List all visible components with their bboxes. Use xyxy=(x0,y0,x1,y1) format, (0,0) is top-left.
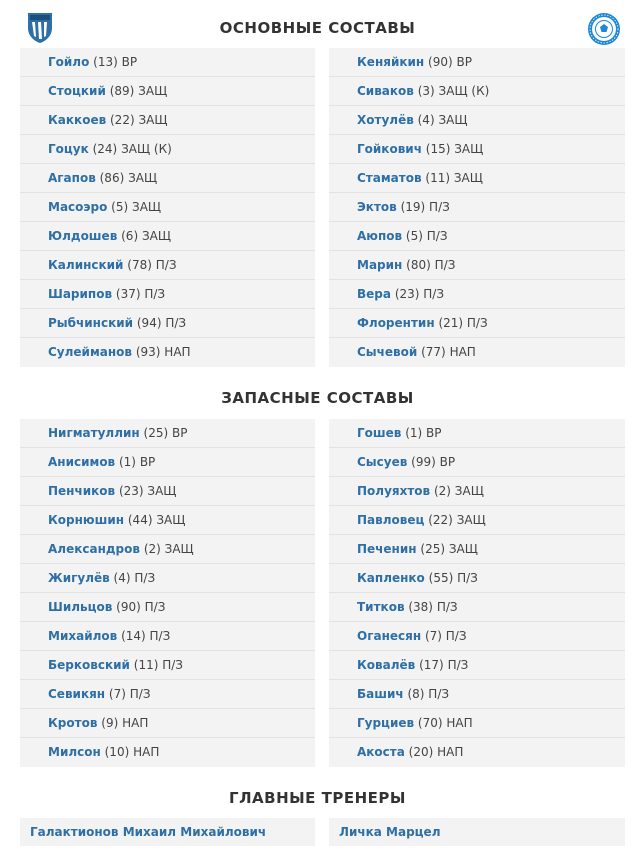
list-item: Сысуев (99) ВР xyxy=(329,448,625,477)
list-item: Акоста (20) НАП xyxy=(357,745,464,759)
player-name[interactable]: Титков xyxy=(357,600,405,614)
player-name[interactable]: Акоста xyxy=(357,745,405,759)
player-name[interactable]: Рыбчинский xyxy=(48,316,134,330)
player-name[interactable]: Печенин xyxy=(357,542,417,556)
list-item: Гурциев (70) НАП xyxy=(329,709,625,738)
player-name[interactable]: Агапов xyxy=(48,171,96,185)
list-item: Оганесян (7) П/З xyxy=(329,622,625,651)
list-item: Севикян (7) П/З xyxy=(20,680,315,709)
list-item: Флорентин (21) П/З xyxy=(329,309,625,338)
list-item: Вера (23) П/З xyxy=(329,280,625,309)
list-item: Стаматов (11) ЗАЩ xyxy=(329,164,625,193)
player-name[interactable]: Гоцук xyxy=(48,142,89,156)
list-item: Анисимов (1) ВР xyxy=(20,448,315,477)
list-item: Александров (2) ЗАЩ xyxy=(20,535,315,564)
away-coach-name[interactable]: Личка Марцел xyxy=(339,825,441,839)
player-name[interactable]: Капленко xyxy=(357,571,425,585)
home-coach-name[interactable]: Галактионов Михаил Михайлович xyxy=(30,825,267,839)
list-item: Гойкович (15) ЗАЩ xyxy=(329,135,625,164)
player-name[interactable]: Корнюшин xyxy=(48,513,125,527)
list-item: Марин (80) П/З xyxy=(329,251,625,280)
list-item: Титков (38) П/З xyxy=(329,593,625,622)
player-name[interactable]: Юлдошев xyxy=(48,229,118,243)
starting-lineups-title: ОСНОВНЫЕ СОСТАВЫ xyxy=(219,19,416,37)
player-name[interactable]: Шильцов xyxy=(48,600,113,614)
list-item: Гойло (13) ВР xyxy=(20,48,315,77)
list-item: Масоэро (5) ЗАЩ xyxy=(20,193,315,222)
list-item: Михайлов (14) П/З xyxy=(20,622,315,651)
player-name[interactable]: Полуяхтов xyxy=(357,484,431,498)
list-item: Агапов (86) ЗАЩ xyxy=(20,164,315,193)
list-item: Стоцкий (89) ЗАЩ xyxy=(20,77,315,106)
player-name[interactable]: Анисимов xyxy=(48,455,116,469)
list-item: Шильцов (90) П/З xyxy=(20,593,315,622)
list-item: Павловец (22) ЗАЩ xyxy=(329,506,625,535)
list-item: Ковалёв (17) П/З xyxy=(329,651,625,680)
list-item: Кротов (9) НАП xyxy=(20,709,315,738)
player-name[interactable]: Милсон xyxy=(48,745,101,759)
player-name[interactable]: Аюпов xyxy=(357,229,403,243)
player-name[interactable]: Севикян xyxy=(48,687,106,701)
list-item: Капленко (55) П/З xyxy=(329,564,625,593)
away-starting-list xyxy=(329,48,625,367)
player-name[interactable]: Берковский xyxy=(48,658,130,672)
list-item: Сиваков (3) ЗАЩ (К) xyxy=(329,77,625,106)
list-item: Каккоев (22) ЗАЩ xyxy=(20,106,315,135)
player-name[interactable]: Павловец xyxy=(357,513,425,527)
player-name[interactable]: Александров xyxy=(48,542,140,556)
coaches-title: ГЛАВНЫЕ ТРЕНЕРЫ xyxy=(229,789,406,807)
player-name[interactable]: Стаматов xyxy=(357,171,422,185)
player-name[interactable]: Сиваков xyxy=(357,84,414,98)
list-item: Сычевой (77) НАП xyxy=(357,345,476,359)
player-name[interactable]: Вера xyxy=(357,287,391,301)
player-name[interactable]: Гошев xyxy=(357,426,402,440)
player-name[interactable]: Сулейманов xyxy=(48,345,132,359)
player-name[interactable]: Масоэро xyxy=(48,200,108,214)
player-name[interactable]: Башич xyxy=(357,687,404,701)
list-item: Корнюшин (44) ЗАЩ xyxy=(20,506,315,535)
player-name[interactable]: Пенчиков xyxy=(48,484,116,498)
substitutes-title: ЗАПАСНЫЕ СОСТАВЫ xyxy=(221,389,414,407)
list-item: Берковский (11) П/З xyxy=(20,651,315,680)
player-name[interactable]: Ковалёв xyxy=(357,658,416,672)
list-item: Башич (8) П/З xyxy=(329,680,625,709)
player-name[interactable]: Эктов xyxy=(357,200,397,214)
player-name[interactable]: Гурциев xyxy=(357,716,415,730)
list-item: Эктов (19) П/З xyxy=(329,193,625,222)
list-item: Жигулёв (4) П/З xyxy=(20,564,315,593)
home-starting-list xyxy=(20,48,315,367)
player-name[interactable]: Каккоев xyxy=(48,113,107,127)
player-name[interactable]: Сысуев xyxy=(357,455,408,469)
list-item: Нигматуллин (25) ВР xyxy=(20,419,315,448)
list-item: Калинский (78) П/З xyxy=(20,251,315,280)
player-name[interactable]: Нигматуллин xyxy=(48,426,140,440)
home-subs-list xyxy=(20,419,315,767)
player-name[interactable]: Шарипов xyxy=(48,287,113,301)
player-name[interactable]: Кеняйкин xyxy=(357,55,425,69)
away-subs-list xyxy=(329,419,625,767)
player-name[interactable]: Михайлов xyxy=(48,629,118,643)
player-name[interactable]: Хотулёв xyxy=(357,113,414,127)
player-name[interactable]: Марин xyxy=(357,258,403,272)
list-item: Гоцук (24) ЗАЩ (К) xyxy=(20,135,315,164)
player-name[interactable]: Флорентин xyxy=(357,316,435,330)
player-name[interactable]: Гойло xyxy=(48,55,90,69)
player-name[interactable]: Жигулёв xyxy=(48,571,110,585)
list-item: Шарипов (37) П/З xyxy=(20,280,315,309)
list-item: Гошев (1) ВР xyxy=(329,419,625,448)
list-item: Сулейманов (93) НАП xyxy=(48,345,191,359)
list-item: Рыбчинский (94) П/З xyxy=(20,309,315,338)
list-item: Кеняйкин (90) ВР xyxy=(329,48,625,77)
player-name[interactable]: Гойкович xyxy=(357,142,422,156)
list-item: Печенин (25) ЗАЩ xyxy=(329,535,625,564)
away-coach-panel xyxy=(329,818,625,846)
home-coach-panel xyxy=(20,818,315,846)
player-name[interactable]: Стоцкий xyxy=(48,84,106,98)
list-item: Милсон (10) НАП xyxy=(48,745,160,759)
list-item: Аюпов (5) П/З xyxy=(329,222,625,251)
player-name[interactable]: Сычевой xyxy=(357,345,418,359)
player-name[interactable]: Калинский xyxy=(48,258,124,272)
list-item: Хотулёв (4) ЗАЩ xyxy=(329,106,625,135)
list-item: Пенчиков (23) ЗАЩ xyxy=(20,477,315,506)
player-name[interactable]: Кротов xyxy=(48,716,98,730)
player-name[interactable]: Оганесян xyxy=(357,629,422,643)
list-item: Полуяхтов (2) ЗАЩ xyxy=(329,477,625,506)
list-item: Юлдошев (6) ЗАЩ xyxy=(20,222,315,251)
